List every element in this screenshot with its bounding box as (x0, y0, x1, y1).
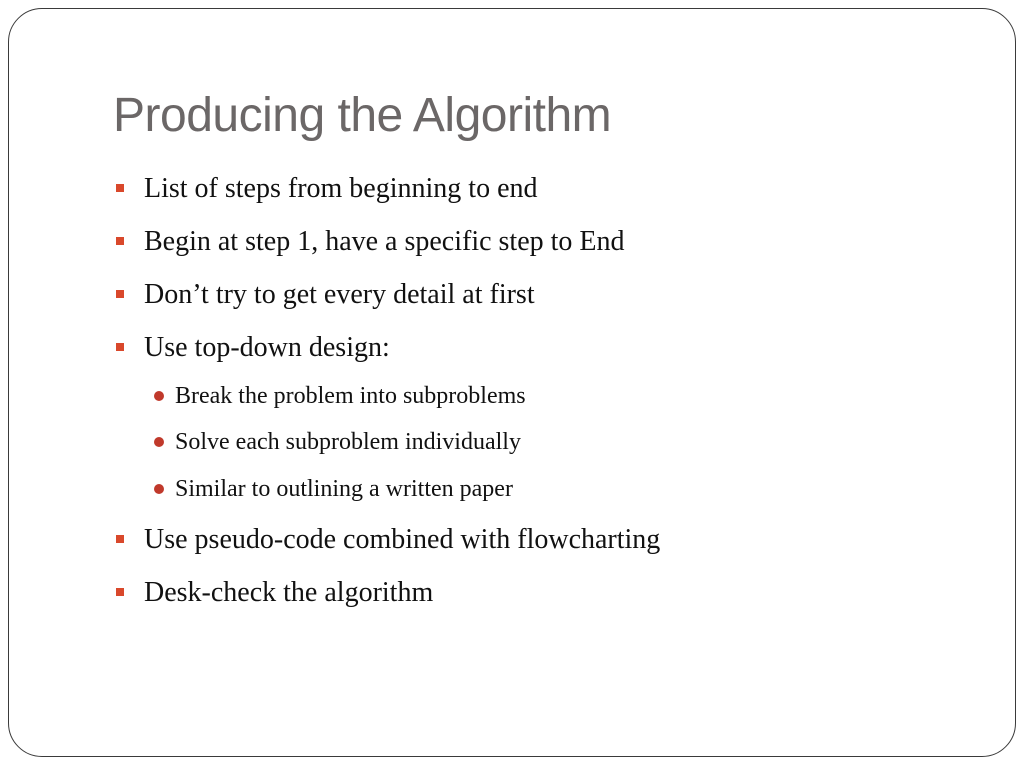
sub-bullet-text: Similar to outlining a written paper (175, 476, 513, 502)
bullet-item (144, 225, 625, 259)
bullet-text: Use top-down design: (144, 332, 390, 363)
bullet-text: Use pseudo-code combined with flowcharting (144, 524, 661, 555)
sub-bullet-item (175, 474, 513, 504)
slide-title: Producing the Algorithm (113, 89, 612, 142)
sub-bullet-item (175, 427, 521, 457)
square-bullet-icon (116, 535, 124, 543)
bullet-text: Begin at step 1, have a specific step to End (144, 226, 625, 257)
bullet-item (144, 331, 390, 365)
square-bullet-icon (116, 237, 124, 245)
bullet-item (144, 278, 535, 312)
round-bullet-icon (154, 391, 164, 401)
sub-bullet-text: Solve each subproblem individually (175, 429, 521, 455)
sub-bullet-text: Break the problem into subproblems (175, 383, 526, 409)
bullet-item (144, 172, 538, 206)
round-bullet-icon (154, 484, 164, 494)
bullet-text: List of steps from beginning to end (144, 173, 538, 204)
bullet-item (144, 523, 660, 557)
square-bullet-icon (116, 588, 124, 596)
bullet-text: Don’t try to get every detail at first (144, 279, 535, 310)
bullet-item (144, 576, 433, 610)
square-bullet-icon (116, 343, 124, 351)
square-bullet-icon (116, 290, 124, 298)
round-bullet-icon (154, 437, 164, 447)
bullet-text: Desk-check the algorithm (144, 577, 434, 608)
square-bullet-icon (116, 184, 124, 192)
sub-bullet-item (175, 381, 526, 411)
